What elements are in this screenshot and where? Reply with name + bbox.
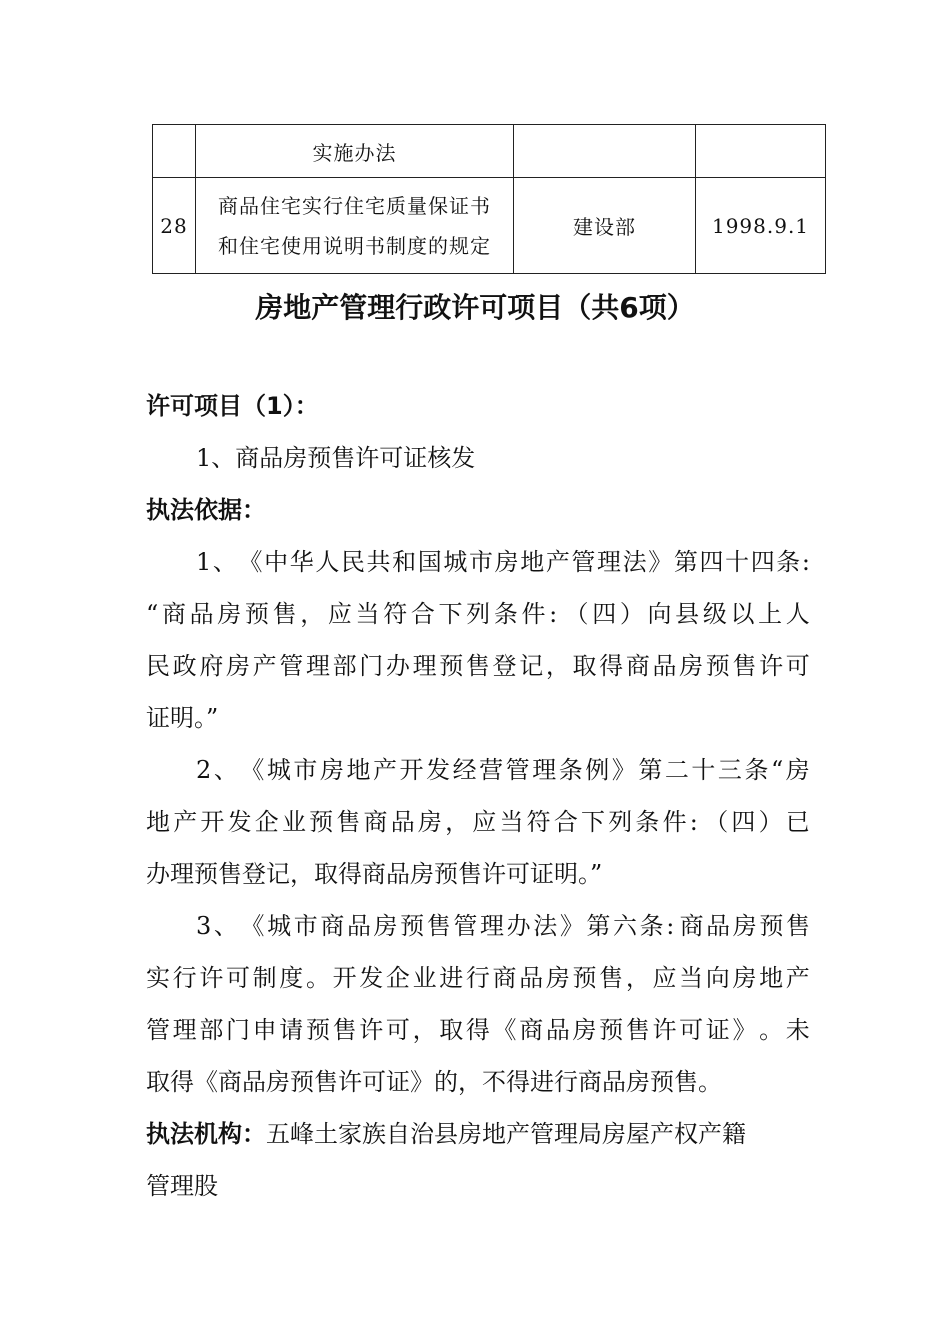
regulation-name-line: 商品住宅实行住宅质量保证书	[218, 193, 491, 218]
basis-line: 1 、 《 中 华 人 民 共 和 国 城 市 房 地 产 管 理 法 》 第 四 十 四 条 :	[196, 548, 810, 576]
table-row	[153, 125, 826, 178]
basis-paragraphs	[146, 536, 810, 1108]
basis-line: 证明。”	[146, 704, 219, 732]
row-number-cell: 28	[153, 178, 196, 274]
basis-line: 取得《商品房预售许可证》的，不得进行商品房预售。	[146, 1068, 722, 1096]
item-heading: 许可项目（1）：	[146, 392, 319, 420]
basis-line: “ 商 品 房 预 售 ， 应 当 符 合 下 列 条 件 : （ 四 ） 向 县 级 以 上 人	[146, 600, 810, 628]
agency-name-cont: 管理股	[146, 1172, 218, 1200]
basis-line: 3 、 《 城 市 商 品 房 预 售 管 理 办 法 》 第 六 条 : 商 品 房 预 售	[196, 912, 810, 940]
row-number-cell	[153, 125, 196, 178]
basis-line: 管 理 部 门 申 请 预 售 许 可 ， 取 得 《 商 品 房 预 售 许 可 证 》 。 未	[146, 1016, 810, 1044]
regulation-name-cell: 实施办法	[196, 125, 514, 178]
department-cell: 建设部	[514, 178, 696, 274]
date-cell: 1998.9.1	[696, 178, 826, 274]
department-cell	[514, 125, 696, 178]
agency-label: 执法机构：	[146, 1120, 266, 1148]
basis-line: 地 产 开 发 企 业 预 售 商 品 房 ， 应 当 符 合 下 列 条 件 : （ 四 ） 已	[146, 808, 810, 836]
basis-line: 办理预售登记，取得商品房预售许可证明。”	[146, 860, 603, 888]
agency-line	[146, 1108, 810, 1160]
item-text: 1、商品房预售许可证核发	[196, 444, 476, 472]
basis-line: 实 行 许 可 制 度 。 开 发 企 业 进 行 商 品 房 预 售 ， 应 当 向 房 地 产	[146, 964, 810, 992]
basis-line: 2 、 《 城 市 房 地 产 开 发 经 营 管 理 条 例 》 第 二 十 三 条 “ 房	[196, 756, 810, 784]
regulation-table	[152, 124, 826, 274]
table-row	[153, 178, 826, 274]
document-body	[146, 380, 810, 1212]
date-cell	[696, 125, 826, 178]
basis-heading: 执法依据：	[146, 496, 266, 524]
regulation-name-line: 和住宅使用说明书制度的规定	[218, 233, 491, 258]
agency-name: 五峰土家族自治县房地产管理局房屋产权产籍	[266, 1120, 746, 1148]
basis-line: 民 政 府 房 产 管 理 部 门 办 理 预 售 登 记 ， 取 得 商 品 房 预 售 许 可	[146, 652, 810, 680]
section-title: 房地产管理行政许可项目（共6项）	[255, 291, 695, 324]
regulation-name-cell	[196, 178, 514, 274]
